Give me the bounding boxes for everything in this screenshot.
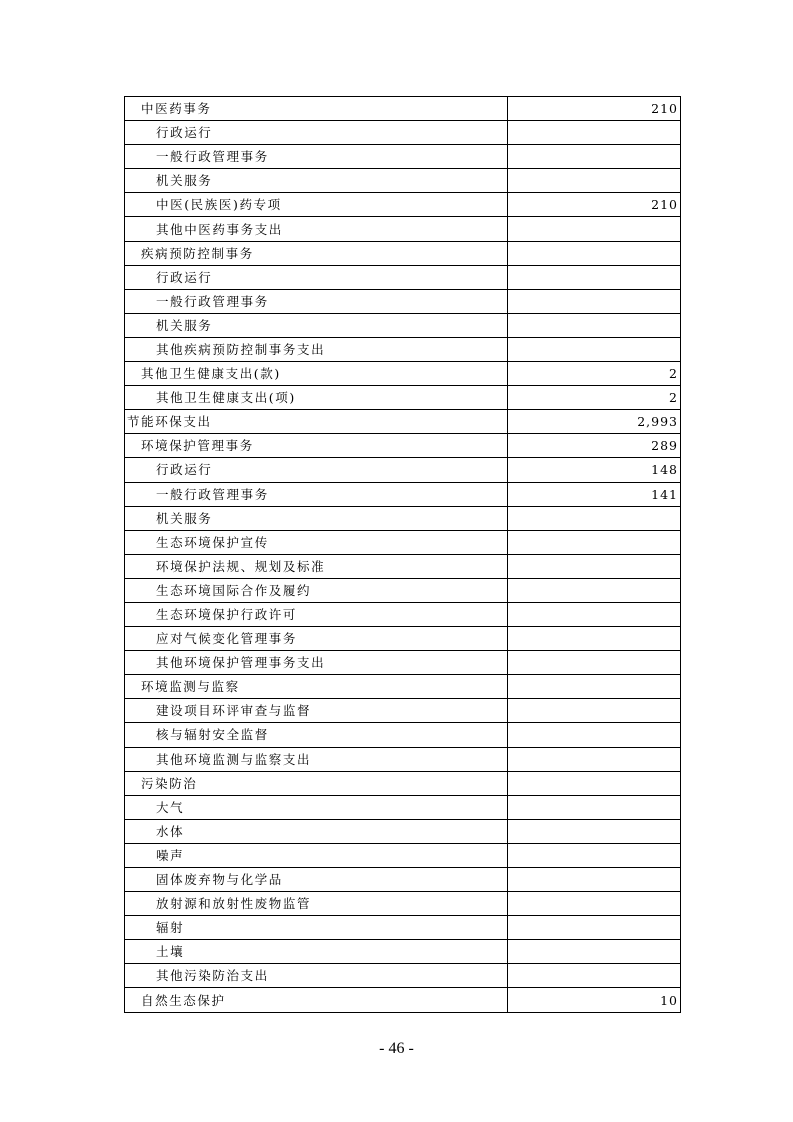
- item-name-cell: 应对气候变化管理事务: [125, 627, 508, 651]
- item-name-cell: 环境监测与监察: [125, 675, 508, 699]
- table-row: [125, 193, 681, 217]
- amount-cell: 210: [508, 97, 681, 121]
- table-row: [125, 916, 681, 940]
- item-name-cell: 疾病预防控制事务: [125, 241, 508, 265]
- item-name-cell: 节能环保支出: [125, 410, 508, 434]
- item-name-cell: 大气: [125, 795, 508, 819]
- item-name-cell: 行政运行: [125, 121, 508, 145]
- table-row: [125, 482, 681, 506]
- amount-cell: [508, 602, 681, 626]
- item-name-cell: 水体: [125, 819, 508, 843]
- item-name-cell: 其他卫生健康支出(款): [125, 362, 508, 386]
- item-name-cell: 辐射: [125, 916, 508, 940]
- table-row: [125, 145, 681, 169]
- amount-cell: 289: [508, 434, 681, 458]
- item-name-cell: 环境保护法规、规划及标准: [125, 554, 508, 578]
- amount-cell: [508, 530, 681, 554]
- table-row: [125, 868, 681, 892]
- table-row: [125, 458, 681, 482]
- item-name-cell: 生态环境保护宣传: [125, 530, 508, 554]
- item-name-cell: 环境保护管理事务: [125, 434, 508, 458]
- amount-cell: 141: [508, 482, 681, 506]
- amount-cell: [508, 145, 681, 169]
- amount-cell: [508, 337, 681, 361]
- amount-cell: [508, 723, 681, 747]
- table-row: [125, 386, 681, 410]
- amount-cell: [508, 121, 681, 145]
- item-name-cell: 行政运行: [125, 265, 508, 289]
- table-row: [125, 265, 681, 289]
- table-row: [125, 819, 681, 843]
- table-row: [125, 892, 681, 916]
- table-row: [125, 410, 681, 434]
- item-name-cell: 其他污染防治支出: [125, 964, 508, 988]
- amount-cell: [508, 554, 681, 578]
- table-row: [125, 771, 681, 795]
- table-row: [125, 530, 681, 554]
- amount-cell: [508, 506, 681, 530]
- amount-cell: [508, 795, 681, 819]
- item-name-cell: 其他卫生健康支出(项): [125, 386, 508, 410]
- amount-cell: [508, 892, 681, 916]
- table-row: [125, 699, 681, 723]
- item-name-cell: 其他环境监测与监察支出: [125, 747, 508, 771]
- amount-cell: [508, 313, 681, 337]
- item-name-cell: 生态环境国际合作及履约: [125, 578, 508, 602]
- item-name-cell: 其他中医药事务支出: [125, 217, 508, 241]
- item-name-cell: 建设项目环评审查与监督: [125, 699, 508, 723]
- item-name-cell: 其他疾病预防控制事务支出: [125, 337, 508, 361]
- table-row: [125, 169, 681, 193]
- amount-cell: [508, 578, 681, 602]
- item-name-cell: 一般行政管理事务: [125, 482, 508, 506]
- budget-table: [124, 96, 681, 1013]
- amount-cell: [508, 747, 681, 771]
- item-name-cell: 一般行政管理事务: [125, 145, 508, 169]
- table-row: [125, 940, 681, 964]
- amount-cell: [508, 819, 681, 843]
- amount-cell: [508, 843, 681, 867]
- table-row: [125, 434, 681, 458]
- item-name-cell: 机关服务: [125, 506, 508, 530]
- table-row: [125, 289, 681, 313]
- amount-cell: 148: [508, 458, 681, 482]
- table-row: [125, 602, 681, 626]
- amount-cell: [508, 627, 681, 651]
- table-row: [125, 337, 681, 361]
- amount-cell: [508, 289, 681, 313]
- amount-cell: [508, 940, 681, 964]
- table-row: [125, 241, 681, 265]
- item-name-cell: 机关服务: [125, 169, 508, 193]
- amount-cell: 2: [508, 362, 681, 386]
- amount-cell: [508, 217, 681, 241]
- amount-cell: [508, 265, 681, 289]
- amount-cell: [508, 964, 681, 988]
- item-name-cell: 其他环境保护管理事务支出: [125, 651, 508, 675]
- item-name-cell: 核与辐射安全监督: [125, 723, 508, 747]
- page-number: - 46 -: [379, 1040, 414, 1057]
- item-name-cell: 噪声: [125, 843, 508, 867]
- table-row: [125, 217, 681, 241]
- amount-cell: [508, 916, 681, 940]
- table-body: [125, 97, 681, 1013]
- table-row: [125, 651, 681, 675]
- table-row: [125, 795, 681, 819]
- item-name-cell: 固体废弃物与化学品: [125, 868, 508, 892]
- table-row: [125, 578, 681, 602]
- amount-cell: [508, 675, 681, 699]
- table-row: [125, 964, 681, 988]
- item-name-cell: 行政运行: [125, 458, 508, 482]
- table-row: [125, 506, 681, 530]
- table-row: [125, 627, 681, 651]
- item-name-cell: 自然生态保护: [125, 988, 508, 1012]
- amount-cell: 10: [508, 988, 681, 1012]
- item-name-cell: 机关服务: [125, 313, 508, 337]
- amount-cell: 2,993: [508, 410, 681, 434]
- amount-cell: [508, 241, 681, 265]
- amount-cell: 210: [508, 193, 681, 217]
- item-name-cell: 生态环境保护行政许可: [125, 602, 508, 626]
- item-name-cell: 一般行政管理事务: [125, 289, 508, 313]
- amount-cell: [508, 868, 681, 892]
- table-row: [125, 988, 681, 1012]
- amount-cell: [508, 169, 681, 193]
- amount-cell: [508, 651, 681, 675]
- table-row: [125, 121, 681, 145]
- item-name-cell: 污染防治: [125, 771, 508, 795]
- table-row: [125, 362, 681, 386]
- table-row: [125, 554, 681, 578]
- table-row: [125, 843, 681, 867]
- amount-cell: [508, 699, 681, 723]
- item-name-cell: 中医药事务: [125, 97, 508, 121]
- amount-cell: [508, 771, 681, 795]
- amount-cell: 2: [508, 386, 681, 410]
- item-name-cell: 中医(民族医)药专项: [125, 193, 508, 217]
- table-row: [125, 313, 681, 337]
- item-name-cell: 土壤: [125, 940, 508, 964]
- item-name-cell: 放射源和放射性废物监管: [125, 892, 508, 916]
- table-row: [125, 747, 681, 771]
- table-row: [125, 723, 681, 747]
- table-row: [125, 675, 681, 699]
- table-row: [125, 97, 681, 121]
